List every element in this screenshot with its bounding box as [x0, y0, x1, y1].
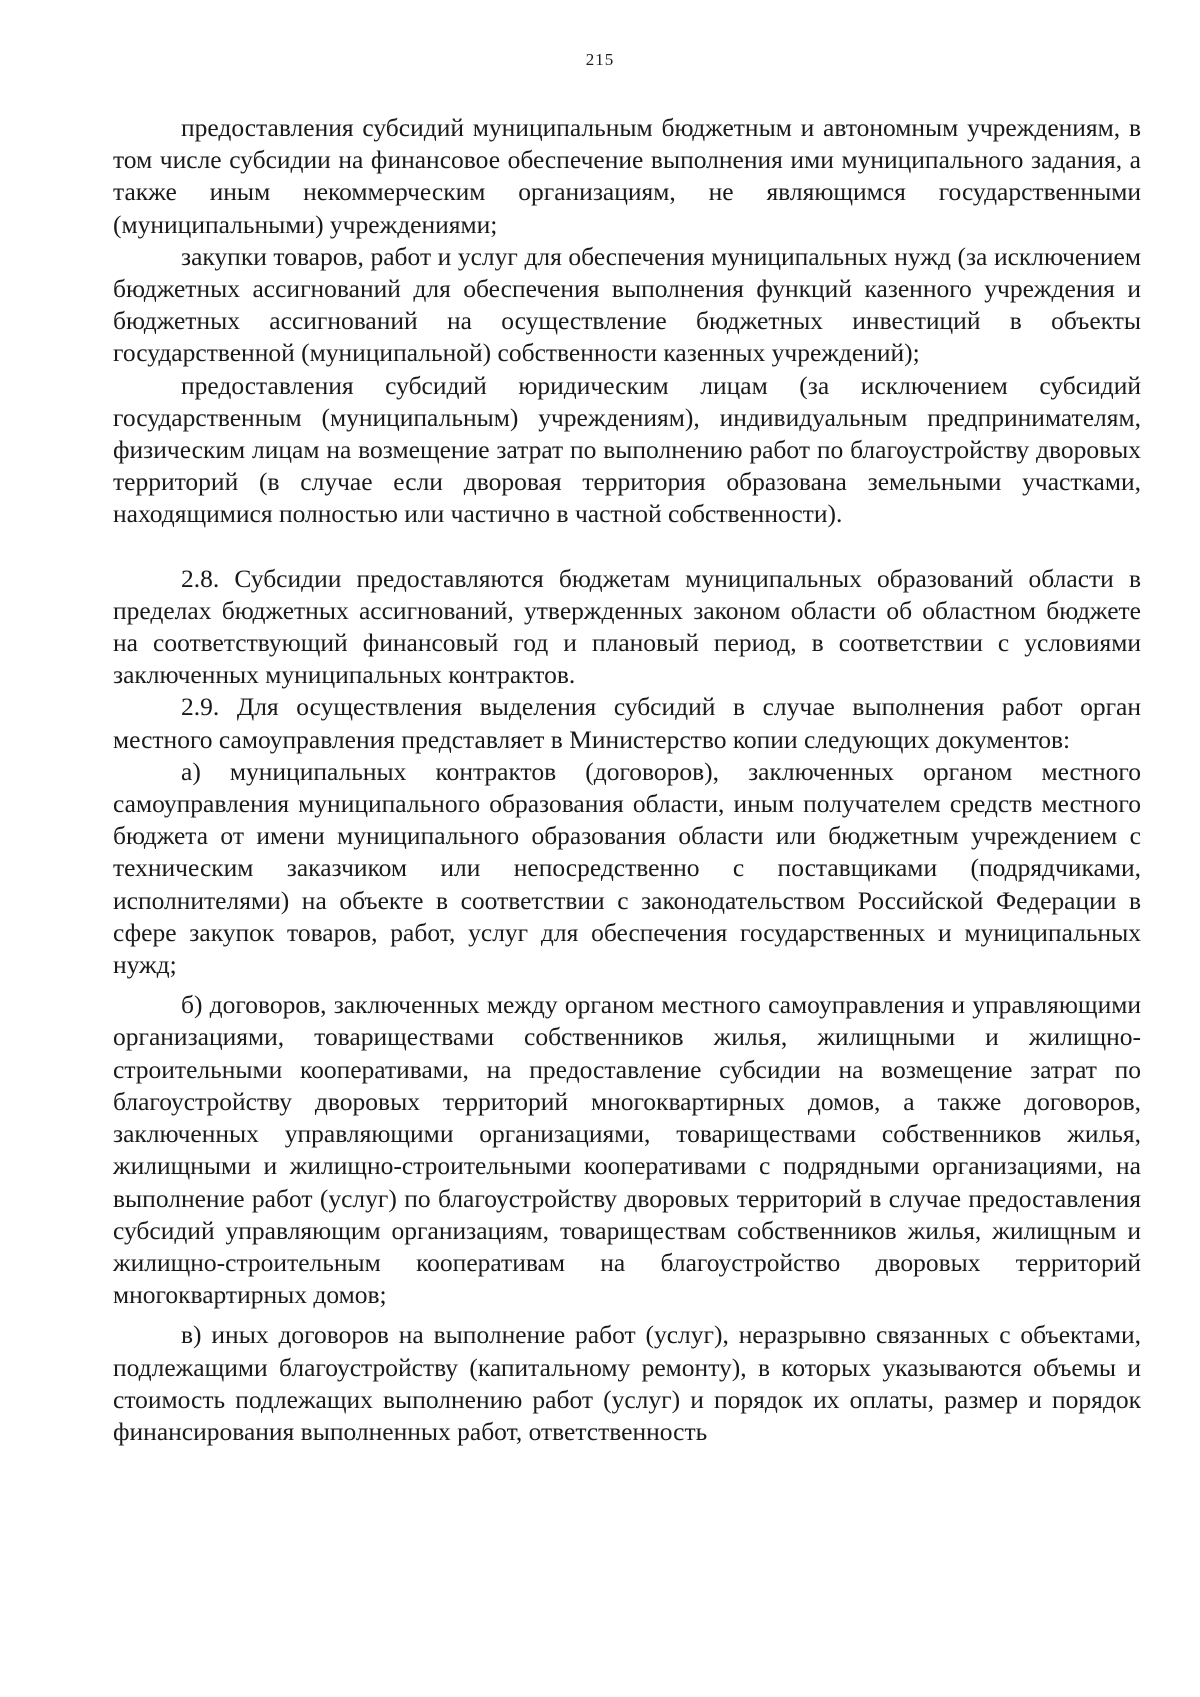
page-number: 215: [585, 50, 615, 69]
document-body: [113, 112, 1141, 1448]
paragraph-section-2-9: 2.9. Для осуществления выделения субсидий в случае выполнения работ орган местного самоуправления представляет в Министерство копии следующих документов:: [113, 692, 1141, 754]
paragraph-section-2-8: 2.8. Субсидии предоставляются бюджетам муниципальных образований области в пределах бюджетных ассигнований, утвержденных законом области об областном бюджете на соответствующий финансовый год и плановый период, в соответствии с условиями заключенных муниципальных контрактов.: [113, 563, 1141, 690]
list-item-a-contracts: а) муниципальных контрактов (договоров), заключенных органом местного самоуправления муниципального образования области, иным получателем средств местного бюджета от имени муниципального образования области или бюджетным учреждением с техническим заказчиком или непосредственно с поставщиками (подрядчиками, исполнителями) на объекте в соответствии с законодательством Российской Федерации в сфере закупок товаров, работ, услуг для обеспечения государственных и муниципальных нужд;: [113, 756, 1141, 980]
paragraph-procurement: закупки товаров, работ и услуг для обеспечения муниципальных нужд (за исключением бюджетных ассигнований для обеспечения выполнения функций казенного учреждения и бюджетных ассигнований на осуществление бюджетных инвестиций в объекты государственной (муниципальной) собственности казенных учреждений);: [113, 241, 1141, 368]
list-item-b-agreements: б) договоров, заключенных между органом местного самоуправления и управляющими организациями, товариществами собственников жилья, жилищными и жилищно-строительными кооперативами, на предоставление субсидии на возмещение затрат по благоустройству дворовых территорий многоквартирных домов, а также договоров, заключенных управляющими организациями, товариществами собственников жилья, жилищными и жилищно-строительными кооперативами с подрядными организациями, на выполнение работ (услуг) по благоустройству дворовых территорий в случае предоставления субсидий управляющим организациям, товариществам собственников жилья, жилищным и жилищно-строительным кооперативам на благоустройство дворовых территорий многоквартирных домов;: [113, 990, 1141, 1310]
paragraph-subsidies-legal-entities: предоставления субсидий юридическим лицам (за исключением субсидий государственным (муниципальным) учреждениям), индивидуальным предпринимателям, физическим лицам на возмещение затрат по выполнению работ по благоустройству дворовых территорий (в случае если дворовая территория образована земельными участками, находящимися полностью или частично в частной собственности).: [113, 370, 1141, 529]
paragraph-subsidies-institutions: предоставления субсидий муниципальным бюджетным и автономным учреждениям, в том числе субсидии на финансовое обеспечение выполнения ими муниципального задания, а также иным некоммерческим организациям, не являющимся государственными (муниципальными) учреждениями;: [113, 113, 1141, 239]
list-item-c-other-agreements: в) иных договоров на выполнение работ (услуг), неразрывно связанных с объектами, подлежащими благоустройству (капитальному ремонту), в которых указываются объемы и стоимость подлежащих выполнению работ (услуг) и порядок их оплаты, размер и порядок финансирования выполненных работ, ответственность: [113, 1320, 1141, 1446]
